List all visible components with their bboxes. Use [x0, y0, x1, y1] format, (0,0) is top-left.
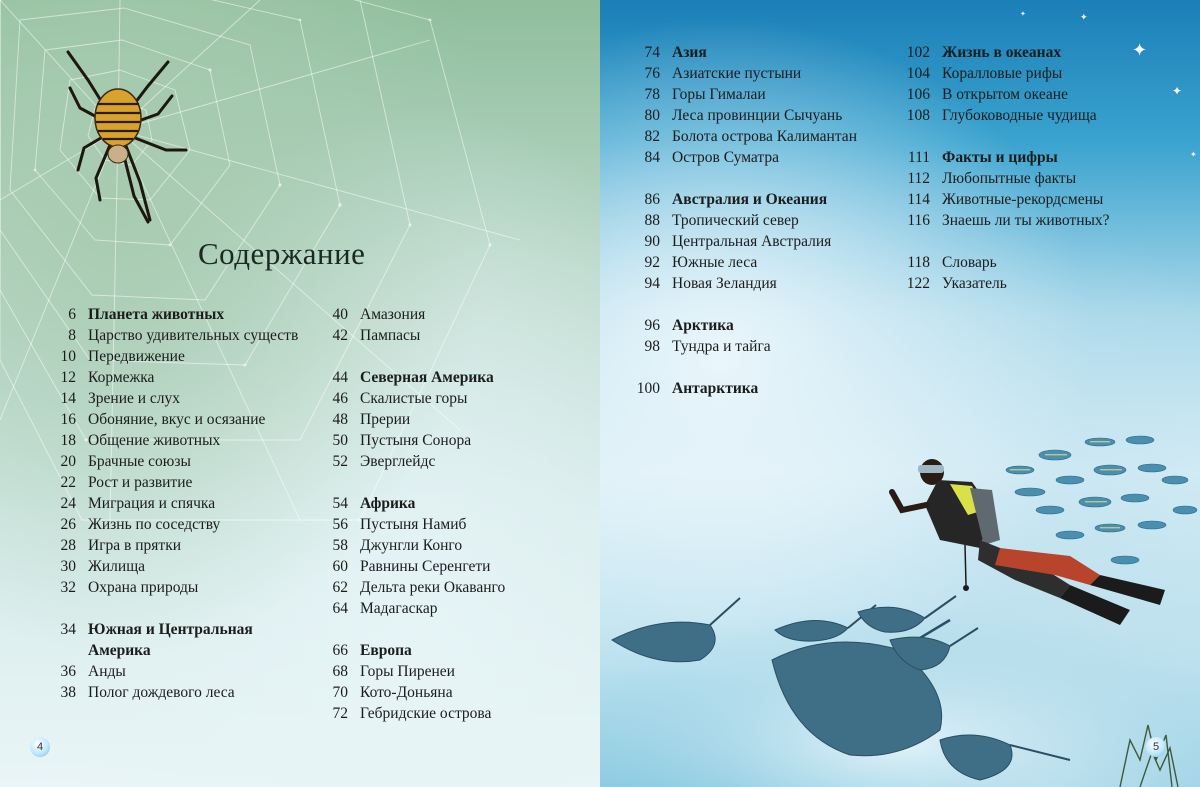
toc-page-number: 36	[60, 663, 76, 680]
toc-entry[interactable]	[318, 577, 558, 598]
toc-page-number: 82	[644, 128, 660, 145]
toc-entry[interactable]	[46, 409, 316, 430]
toc-page-number: 74	[644, 44, 660, 61]
toc-page-number: 52	[332, 453, 348, 470]
toc-entry-label: Прерии	[360, 411, 411, 428]
toc-entry-label: Передвижение	[88, 348, 185, 365]
toc-page-number: 64	[332, 600, 348, 617]
toc-section-heading[interactable]	[900, 42, 1170, 63]
toc-page-number: 10	[60, 348, 76, 365]
toc-entry-label: Любопытные факты	[942, 170, 1077, 187]
toc-entry-label: Факты и цифры	[942, 149, 1058, 166]
toc-spacer	[630, 168, 890, 189]
toc-entry-label: Амазония	[360, 306, 426, 323]
toc-entry[interactable]	[318, 388, 558, 409]
toc-entry[interactable]	[630, 63, 890, 84]
sparkle-icon: ✦	[1020, 10, 1026, 18]
toc-entry-label: Знаешь ли ты животных?	[942, 212, 1110, 229]
toc-entry[interactable]	[630, 147, 890, 168]
toc-entry[interactable]	[318, 598, 558, 619]
toc-entry[interactable]	[318, 703, 558, 724]
toc-section-heading[interactable]	[630, 378, 890, 399]
toc-entry-label: Джунгли Конго	[360, 537, 463, 554]
toc-page-number: 58	[332, 537, 348, 554]
toc-entry-label: Миграция и спячка	[88, 495, 216, 512]
toc-entry[interactable]	[46, 493, 316, 514]
toc-page-number: 22	[60, 474, 76, 491]
toc-spacer	[318, 619, 558, 640]
toc-spacer	[46, 598, 316, 619]
toc-page-number: 88	[644, 212, 660, 229]
toc-entry-label: Азия	[672, 44, 707, 61]
toc-page-number: 114	[907, 191, 930, 208]
toc-page-number: 32	[60, 579, 76, 596]
toc-section-heading[interactable]	[630, 42, 890, 63]
toc-page-number: 70	[332, 684, 348, 701]
toc-page-number: 112	[907, 170, 930, 187]
toc-spacer	[900, 231, 1170, 252]
toc-entry-label: Антарктика	[672, 380, 759, 397]
toc-entry-label: Охрана природы	[88, 579, 199, 596]
toc-entry-label: В открытом океане	[942, 86, 1068, 103]
toc-entry[interactable]	[900, 63, 1170, 84]
toc-entry[interactable]	[46, 325, 316, 346]
toc-entry-label: Брачные союзы	[88, 453, 191, 470]
toc-entry[interactable]	[900, 84, 1170, 105]
page-title: Содержание	[198, 236, 366, 271]
toc-entry[interactable]	[630, 84, 890, 105]
toc-page-number: 84	[644, 149, 660, 166]
toc-page-number: 78	[644, 86, 660, 103]
toc-page-number: 80	[644, 107, 660, 124]
toc-entry[interactable]	[318, 514, 558, 535]
right-page	[600, 0, 1200, 787]
toc-entry-label: Коралловые рифы	[942, 65, 1063, 82]
toc-entry[interactable]	[630, 231, 890, 252]
sparkle-icon: ✦	[1172, 84, 1183, 98]
toc-entry[interactable]	[318, 661, 558, 682]
toc-entry-label: Африка	[360, 495, 416, 512]
toc-section-heading[interactable]	[318, 493, 558, 514]
toc-section-heading[interactable]	[630, 189, 890, 210]
toc-page-number: 26	[60, 516, 76, 533]
toc-entry-label: Жизнь в океанах	[942, 44, 1062, 61]
toc-page-number: 44	[332, 369, 348, 386]
toc-entry-label: Горы Гималаи	[672, 86, 766, 103]
toc-entry[interactable]	[900, 105, 1170, 126]
toc-entry-label: Жизнь по соседству	[88, 516, 221, 533]
toc-column-2	[318, 304, 558, 724]
toc-entry-label: Равнины Серенгети	[360, 558, 491, 575]
toc-section-heading[interactable]	[318, 640, 558, 661]
toc-entry-label: Азиатские пустыни	[672, 65, 802, 82]
toc-page-number: 24	[60, 495, 76, 512]
toc-entry[interactable]	[900, 189, 1170, 210]
toc-entry-label: Пустыня Сонора	[360, 432, 472, 449]
toc-page-number: 118	[907, 254, 930, 271]
toc-page-number: 72	[332, 705, 348, 722]
toc-entry[interactable]	[900, 252, 1170, 273]
toc-entry[interactable]	[900, 210, 1170, 231]
toc-page-number: 92	[644, 254, 660, 271]
toc-entry-label: Глубоководные чудища	[942, 107, 1097, 124]
toc-page-number: 104	[906, 65, 930, 82]
toc-entry-label: Гебридские острова	[360, 705, 492, 722]
toc-page-number: 111	[907, 149, 930, 166]
toc-entry[interactable]	[46, 388, 316, 409]
toc-page-number: 98	[644, 338, 660, 355]
toc-column-1	[46, 304, 316, 703]
sparkle-icon: ✦	[1132, 40, 1148, 60]
toc-entry-label: Скалистые горы	[360, 390, 468, 407]
toc-page-number: 20	[60, 453, 76, 470]
toc-page-number: 18	[60, 432, 76, 449]
toc-page-number: 54	[332, 495, 348, 512]
toc-entry[interactable]	[318, 556, 558, 577]
toc-section-heading[interactable]	[46, 304, 316, 325]
toc-page-number: 12	[60, 369, 76, 386]
toc-page-number: 122	[906, 275, 930, 292]
toc-entry-label: Жилища	[88, 558, 146, 575]
toc-entry-label: Центральная Австралия	[672, 233, 832, 250]
toc-page-number: 60	[332, 558, 348, 575]
toc-entry[interactable]	[318, 304, 558, 325]
toc-section-heading[interactable]	[46, 619, 316, 661]
toc-page-number: 86	[644, 191, 660, 208]
toc-entry-label: Зрение и слух	[88, 390, 181, 407]
toc-entry[interactable]	[318, 451, 558, 472]
toc-spacer	[318, 472, 558, 493]
toc-entry-label: Эверглейдс	[360, 453, 436, 470]
toc-section-heading[interactable]	[630, 315, 890, 336]
sparkle-icon: ✦	[1080, 12, 1088, 22]
toc-spacer	[630, 357, 890, 378]
toc-entry-label: Общение животных	[88, 432, 221, 449]
toc-section-heading[interactable]	[900, 147, 1170, 168]
toc-entry-label: Европа	[360, 642, 412, 659]
toc-page-number: 66	[332, 642, 348, 659]
toc-column-4	[900, 42, 1170, 294]
toc-page-number: 100	[636, 380, 660, 397]
toc-entry[interactable]	[318, 409, 558, 430]
toc-entry-label: Арктика	[672, 317, 734, 334]
toc-entry-label: Указатель	[942, 275, 1007, 292]
toc-entry-label: Тропический север	[672, 212, 799, 229]
toc-entry-label: Царство удивительных существ	[88, 327, 299, 344]
toc-entry-label: Анды	[88, 663, 126, 680]
toc-entry-label: Остров Суматра	[672, 149, 780, 166]
toc-page-number: 76	[644, 65, 660, 82]
sparkle-icon: ✦	[1190, 150, 1197, 159]
toc-entry-label: Дельта реки Окаванго	[360, 579, 506, 596]
toc-entry-label: Кото-Доньяна	[360, 684, 453, 701]
toc-page-number: 14	[60, 390, 76, 407]
toc-entry-label: Мадагаскар	[360, 600, 438, 617]
toc-entry-label: Южная и Центральная Америка	[88, 621, 253, 659]
toc-entry-label: Животные-рекордсмены	[942, 191, 1104, 208]
toc-page-number: 28	[60, 537, 76, 554]
toc-page-number: 62	[332, 579, 348, 596]
toc-entry-label: Словарь	[942, 254, 997, 271]
toc-entry-label: Кормежка	[88, 369, 155, 386]
toc-entry-label: Австралия и Океания	[672, 191, 828, 208]
toc-entry-label: Тундра и тайга	[672, 338, 771, 355]
toc-spacer	[318, 346, 558, 367]
toc-entry[interactable]	[318, 535, 558, 556]
toc-page-number: 8	[68, 327, 76, 344]
toc-entry[interactable]	[900, 273, 1170, 294]
toc-page-number: 102	[906, 44, 930, 61]
toc-page-number: 106	[906, 86, 930, 103]
toc-entry[interactable]	[46, 430, 316, 451]
toc-page-number: 46	[332, 390, 348, 407]
toc-entry[interactable]	[46, 472, 316, 493]
toc-entry-label: Новая Зеландия	[672, 275, 777, 292]
toc-column-3	[630, 42, 890, 399]
toc-page-number: 108	[906, 107, 930, 124]
toc-spacer	[900, 126, 1170, 147]
toc-section-heading[interactable]	[318, 367, 558, 388]
toc-entry[interactable]	[46, 451, 316, 472]
toc-entry[interactable]	[630, 126, 890, 147]
toc-entry-label: Полог дождевого леса	[88, 684, 235, 701]
left-page-number: 4	[30, 737, 50, 757]
toc-entry[interactable]	[318, 682, 558, 703]
toc-page-number: 48	[332, 411, 348, 428]
toc-entry[interactable]	[630, 105, 890, 126]
toc-page-number: 34	[60, 621, 76, 638]
toc-entry[interactable]	[630, 336, 890, 357]
toc-page-number: 30	[60, 558, 76, 575]
toc-entry[interactable]	[46, 535, 316, 556]
toc-entry[interactable]	[900, 168, 1170, 189]
toc-entry-label: Обоняние, вкус и осязание	[88, 411, 266, 428]
toc-page-number: 38	[60, 684, 76, 701]
toc-entry-label: Северная Америка	[360, 369, 494, 386]
toc-page-number: 90	[644, 233, 660, 250]
toc-entry[interactable]	[46, 346, 316, 367]
toc-entry[interactable]	[318, 325, 558, 346]
toc-entry-label: Болота острова Калимантан	[672, 128, 857, 145]
toc-page-number: 40	[332, 306, 348, 323]
toc-entry[interactable]	[630, 252, 890, 273]
toc-page-number: 56	[332, 516, 348, 533]
toc-page-number: 50	[332, 432, 348, 449]
toc-entry-label: Пустыня Намиб	[360, 516, 467, 533]
toc-entry-label: Пампасы	[360, 327, 421, 344]
toc-page-number: 96	[644, 317, 660, 334]
toc-entry-label: Планета животных	[88, 306, 225, 323]
toc-page-number: 116	[907, 212, 930, 229]
toc-entry[interactable]	[318, 430, 558, 451]
toc-entry[interactable]	[46, 367, 316, 388]
toc-spacer	[630, 294, 890, 315]
toc-entry-label: Южные леса	[672, 254, 758, 271]
toc-entry-label: Горы Пиренеи	[360, 663, 455, 680]
toc-entry[interactable]	[46, 556, 316, 577]
toc-page-number: 94	[644, 275, 660, 292]
toc-entry[interactable]	[630, 210, 890, 231]
right-page-number: 5	[1146, 737, 1166, 757]
toc-page-number: 68	[332, 663, 348, 680]
toc-page-number: 16	[60, 411, 76, 428]
toc-entry[interactable]	[630, 273, 890, 294]
toc-entry-label: Игра в прятки	[88, 537, 182, 554]
toc-page-number: 42	[332, 327, 348, 344]
toc-entry[interactable]	[46, 682, 316, 703]
toc-entry[interactable]	[46, 661, 316, 682]
toc-entry[interactable]	[46, 577, 316, 598]
toc-entry[interactable]	[46, 514, 316, 535]
toc-entry-label: Рост и развитие	[88, 474, 193, 491]
fish-school	[1006, 436, 1197, 564]
toc-page-number: 6	[68, 306, 76, 323]
toc-entry-label: Леса провинции Сычуань	[672, 107, 843, 124]
